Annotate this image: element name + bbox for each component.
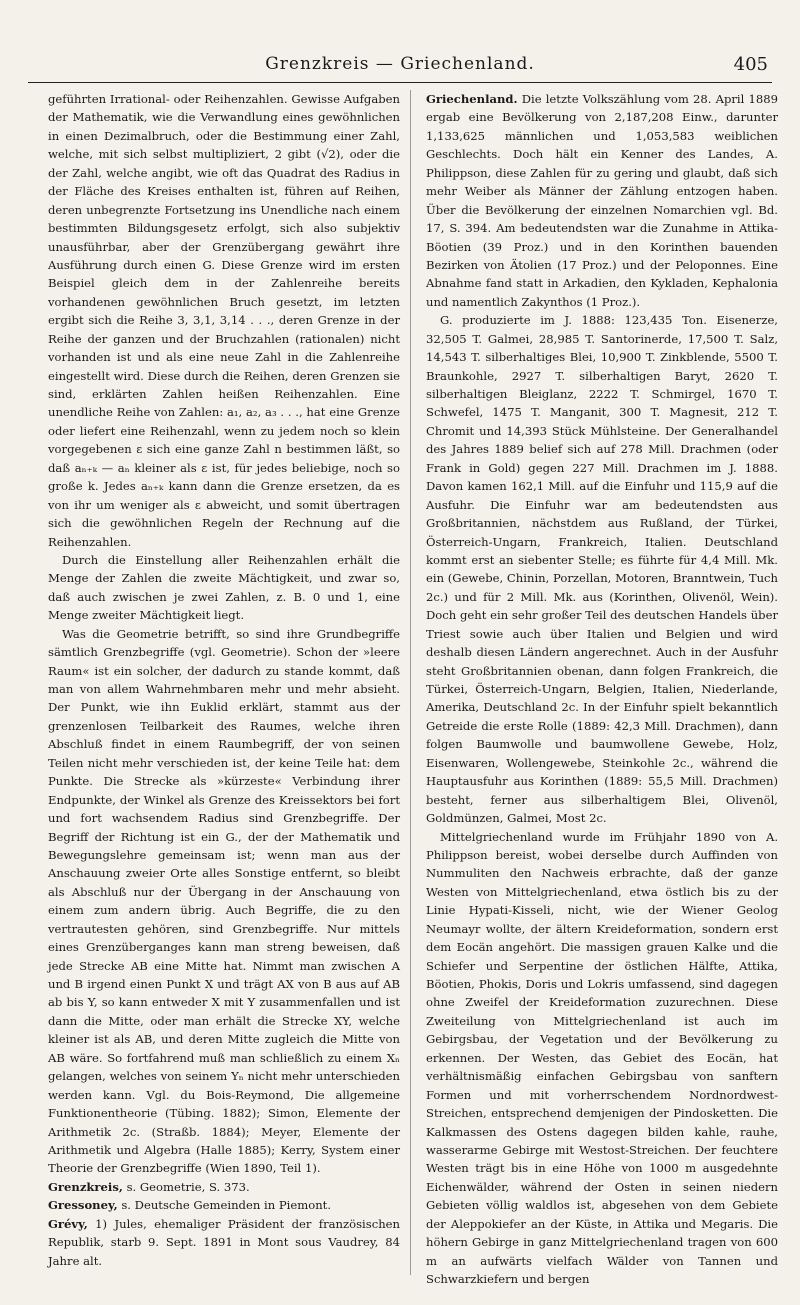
headword: Grenzkreis, [48, 1179, 123, 1194]
page-header [28, 52, 772, 83]
paragraph-geometry: Was die Geometrie betrifft, so sind ihre Grundbegriffe sämtlich Grenzbegriffe (vgl. Geometrie). Schon der »leere Raum« ist ein solcher, der dadurch zu stande kommt, daß man von allem Wahrnehmbaren mehr und mehr absieht. Der Punkt, wie ihn Euklid erklärt, stammt aus der grenzenlosen Teilbarkeit des Raumes, welche ihren Abschluß findet in einem Raumbegriff, der von seinen Teilen nicht mehr verschieden ist, der keine Teile hat: dem Punkte. Die Strecke als »kürzeste« Verbindung ihrer Endpunkte, der Winkel als Grenze des Kreissektors bei fort und fort wachsendem Radius sind Grenzbegriffe. Der Begriff der Richtung ist ein G., der der Mathematik und Bewegungslehre gemeinsam ist; wenn man aus der Anschauung zweier Orte alles Sonstige entfernt, so bleibt als Abschluß nur der Übergang in der Anschauung von einem zum andern übrig. Auch Begriffe, die zu den vertrautesten gehören, sind Grenzbegriffe. Nur mittels eines Grenzüberganges kann man streng beweisen, daß jede Strecke AB eine Mitte hat. Nimmt man zwischen A und B irgend einen Punkt X und trägt AX von B aus auf AB ab bis Y, so kann entweder X mit Y zusammenfallen und ist dann die Mitte, oder man erhält die Strecke XY, welche kleiner ist als AB, und deren Mitte zugleich die Mitte von AB wäre. So fortfahrend muß man schließlich zu einem Xₙ gelangen, welches von seinem Yₙ nicht mehr unterschieden werden kann. Vgl. du Bois-Reymond, Die allgemeine Funktionentheorie (Tübing. 1882); Simon, Elemente der Arithmetik 2c. (Straßb. 1884); Meyer, Elemente der Arithmetik und Algebra (Halle 1885); Kerry, System einer Theorie der Grenzbegriffe (Wien 1890, Teil 1). [48, 626, 400, 1176]
paragraph-mittelgriechenland: Mittelgriechenland wurde im Frühjahr 1890 von A. Philippson bereist, wobei derselbe durch Auffinden von Nummuliten den Nachweis erbrachte, daß der ganze Westen von Mittelgriechenland, etwa östlich bis zu der Linie Hypati-Kisseli, nicht, wie der Wiener Geolog Neumayr wollte, der ältern Kreideformation, sondern erst dem Eocän angehört. Die massigen grauen Kalke und die Schiefer und Serpentine der östlichen Hälfte, Attika, Böotien, Phokis, Doris und Lokris umfassend, sind dagegen ohne Zweifel der Kreideformation zuzurechnen. Diese Zweiteilung von Mittelgriechenland ist auch im Gebirgsbau, der Vegetation und der Bevölkerung zu erkennen. Der Westen, das Gebiet des Eocän, hat verhältnismäßig einfachen Gebirgsbau von sanftern Formen und mit vorherrschendem Nordnordwest-Streichen, entsprechend demjenigen der Pindosketten. Die Kalkmassen des Ostens dagegen bilden kahle, rauhe, wasserarme Gebirge mit Westost-Streichen. Der feuchtere Westen trägt bis in eine Höhe von 1000 m ausgedehnte Eichenwälder, während der Osten in seinen niedern Gebieten völlig waldlos ist, abgesehen von dem Gebiete der Aleppokiefer an der Küste, in Attika und Megaris. Die höhern Gebirge in ganz Mittelgriechenland tragen von 600 m an aufwärts vielfach Wälder von Tannen und Schwarzkiefern und bergen [426, 829, 778, 1286]
page-number: 405 [733, 54, 768, 75]
headword: Grévy, [48, 1216, 88, 1231]
entry-grevy [48, 1215, 400, 1270]
right-column [426, 90, 778, 1288]
headword: Griechenland. [426, 92, 518, 106]
entry-gressoney [48, 1196, 400, 1214]
paragraph-irrational-numbers: geführten Irrational- oder Reihenzahlen. Gewisse Aufgaben der Mathematik, wie die Verwandlung eines gewöhnlichen in einen Dezimalbruch, oder die Bestimmung einer Zahl, welche, mit sich selbst multipliziert, 2 gibt (√2), oder die der Zahl, welche angibt, wie oft das Quadrat des Radius in der Fläche des Kreises enthalten ist, führen auf Reihen, deren unbegrenzte Fortsetzung ins Unendliche nach einem bestimmten Bildungsgesetz erfolgt, sich also subjektiv unausführbar, aber der Grenzübergang gewährt ihre Ausführung durch einen G. Diese Grenze wird im ersten Beispiel gleich dem in der Zahlenreihe bereits vorhandenen gewöhnlichen Bruch gesetzt, im letzten ergibt sich die Reihe 3, 3,1, 3,14 . . ., deren Grenze in der Reihe der ganzen und der Bruchzahlen (rationalen) nicht vorhanden ist und als eine neue Zahl in die Zahlenreihe eingestellt wird. Diese durch die Reihen, deren Grenzen sie sind, erklärten Zahlen heißen Reihenzahlen. Eine unendliche Reihe von Zahlen: a₁, a₂, a₃ . . ., hat eine Grenze oder liefert eine Reihenzahl, wenn zu jedem noch so klein vorgegebenen ε sich eine ganze Zahl n bestimmen läßt, so daß aₙ₊ₖ — aₙ kleiner als ε ist, für jedes beliebige, noch so große k. Jedes aₙ₊ₖ kann dann die Grenze ersetzen, da es von ihr um weniger als ε abweicht, und somit übertragen sich die gewöhnlichen Regeln der Rechnung auf die Reihenzahlen. [48, 92, 400, 549]
headword: Gressoney, [48, 1198, 118, 1213]
paragraph-production-trade: G. produzierte im J. 1888: 123,435 Ton. Eisenerze, 32,505 T. Galmei, 28,985 T. Santorinerde, 17,500 T. Salz, 14,543 T. silberhaltiges Blei, 10,900 T. Zinkblende, 5500 T. Braunkohle, 2927 T. silberhaltigen Baryt, 2620 T. silberhaltigen Bleiglanz, 2222 T. Schmirgel, 1670 T. Schwefel, 1475 T. Manganit, 300 T. Magnesit, 212 T. Chromit und 14,393 Stück Mühlsteine. Der Generalhandel des Jahres 1889 belief sich auf 278 Mill. Drachmen (oder Frank in Gold) gegen 227 Mill. Drachmen im J. 1888. Davon kamen 162,1 Mill. auf die Einfuhr und 115,9 auf die Ausfuhr. Die Einfuhr war am bedeutendsten aus Großbritannien, nächstdem aus Rußland, der Türkei, Österreich-Ungarn, Frankreich, Italien. Deutschland kommt erst an siebenter Stelle; es führte für 4,4 Mill. Mk. ein (Gewebe, Chinin, Porzellan, Motoren, Branntwein, Tuch 2c.) und für 2 Mill. Mk. aus (Korinthen, Olivenöl, Wein). Doch geht ein sehr großer Teil des deutschen Handels über Triest sowie auch über Italien und Belgien und wird deshalb diesen Ländern angerechnet. Auch in der Ausfuhr steht Großbritannien obenan, dann folgen Frankreich, die Türkei, Österreich-Ungarn, Belgien, Italien, Niederlande, Amerika, Deutschland 2c. In der Einfuhr spielt bekanntlich Getreide die erste Rolle (1889: 42,3 Mill. Drachmen), dann folgen Baumwolle und baumwollene Gewebe, Holz, Eisenwaren, Wollengewebe, Steinkohle 2c., während die Hauptausfuhr aus Korinthen (1889: 55,5 Mill. Drachmen) besteht, ferner aus silberhaltigem Blei, Olivenöl, Goldmünzen, Galmei, Most 2c. [426, 313, 778, 826]
entry-grenzkreis [48, 1178, 400, 1196]
paragraph-second-power: Durch die Einstellung aller Reihenzahlen erhält die Menge der Zahlen die zweite Mächtigkeit, und zwar so, daß auch zwischen je zwei Zahlen, z. B. 0 und 1, eine Menge zweiter Mächtigkeit liegt. [48, 552, 400, 623]
left-column [48, 90, 400, 1270]
entry-text: 1) Jules, ehemaliger Präsident der französischen Republik, starb 9. Sept. 1891 in Mont sous Vaudrey, 84 Jahre alt. [48, 1216, 400, 1268]
entry-text: Die letzte Volkszählung vom 28. April 1889 ergab eine Bevölkerung von 2,187,208 Einw., darunter 1,133,625 männlichen und 1,053,583 weiblichen Geschlechts. Doch hält ein Kenner des Landes, A. Philippson, diese Zahlen für zu gering und glaubt, daß sich mehr Weiber als Männer der Zählung entzogen haben. Über die Bevölkerung der einzelnen Nomarchien vgl. Bd. 17, S. 394. Am bedeutendsten war die Zunahme in Attika-Böotien (39 Proz.) und in den Korinthen bauenden Bezirken von Ätolien (17 Proz.) und der Peloponnes. Eine Abnahme fand statt in Arkadien, den Kykladen, Kephalonia und namentlich Zakynthos (1 Proz.). [426, 92, 778, 309]
entry-text: s. Geometrie, S. 373. [122, 1179, 250, 1194]
running-title: Grenzkreis — Griechenland. [265, 54, 535, 74]
column-divider [410, 90, 411, 1275]
entry-griechenland [426, 90, 778, 311]
entry-text: s. Deutsche Gemeinden in Piemont. [117, 1198, 332, 1213]
